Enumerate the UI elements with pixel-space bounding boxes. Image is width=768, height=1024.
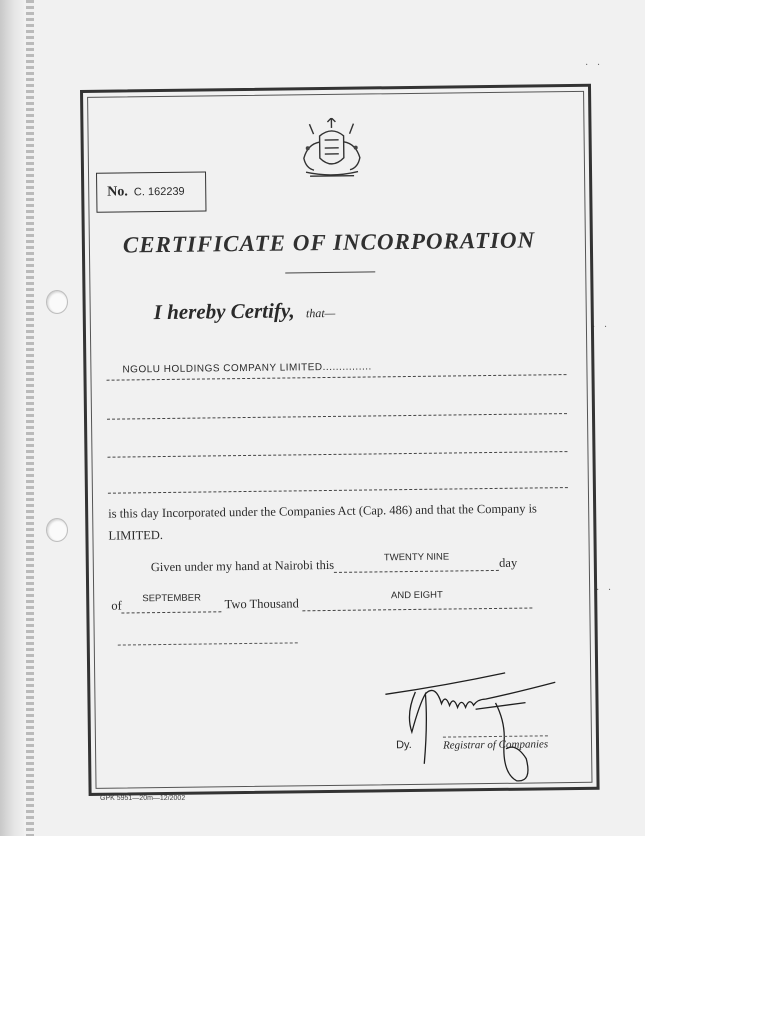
company-line-2 xyxy=(107,413,567,420)
scan-shadow xyxy=(0,0,24,836)
incorporation-statement: is this day Incorporated under the Companies Act (Cap. 486) and that the Company is LIMITED. xyxy=(108,501,537,543)
punch-hole-top xyxy=(46,290,68,314)
certificate-frame xyxy=(80,84,600,796)
registrar-label: Registrar of Companies xyxy=(443,735,548,751)
of-label: of xyxy=(111,598,122,613)
certificate-title: CERTIFICATE OF INCORPORATION xyxy=(122,227,536,258)
print-code: GPK 5951—20m—12/2002 xyxy=(100,795,186,802)
given-line xyxy=(150,551,518,575)
day-field xyxy=(334,551,499,573)
day-value: TWENTY NINE xyxy=(383,551,450,564)
company-name: NGOLU HOLDINGS COMPANY LIMITED............... xyxy=(122,361,372,376)
scan-speck: · · xyxy=(585,60,604,71)
company-line-4 xyxy=(108,487,568,494)
registrar-signature-icon xyxy=(375,662,577,794)
scan-speck: · · xyxy=(592,322,611,333)
number-prefix: No. xyxy=(107,184,128,200)
scan-speck: · · xyxy=(596,585,615,596)
month-value: SEPTEMBER xyxy=(142,592,202,605)
month-year-line xyxy=(111,589,532,614)
day-label: day xyxy=(499,555,518,570)
month-field xyxy=(122,592,222,613)
year-field xyxy=(302,589,532,612)
company-line-3 xyxy=(107,451,567,458)
title-divider xyxy=(285,271,375,273)
certificate-number: C. 162239 xyxy=(133,185,185,199)
that-text: that— xyxy=(305,305,336,321)
two-thousand-label: Two Thousand xyxy=(224,596,299,612)
certify-text: I hereby Certify, xyxy=(153,298,295,325)
blank-line xyxy=(118,642,298,645)
year-value: AND EIGHT xyxy=(390,589,443,602)
certificate-number-box xyxy=(96,171,206,212)
coat-of-arms-icon xyxy=(291,117,372,182)
company-line-1 xyxy=(107,374,567,381)
given-text: Given under my hand at Nairobi this xyxy=(150,557,335,575)
binder-edge xyxy=(26,0,34,836)
deputy-label: Dy. xyxy=(395,738,412,752)
punch-hole-bottom xyxy=(46,518,68,542)
certificate xyxy=(83,87,597,793)
certify-heading xyxy=(154,298,336,325)
